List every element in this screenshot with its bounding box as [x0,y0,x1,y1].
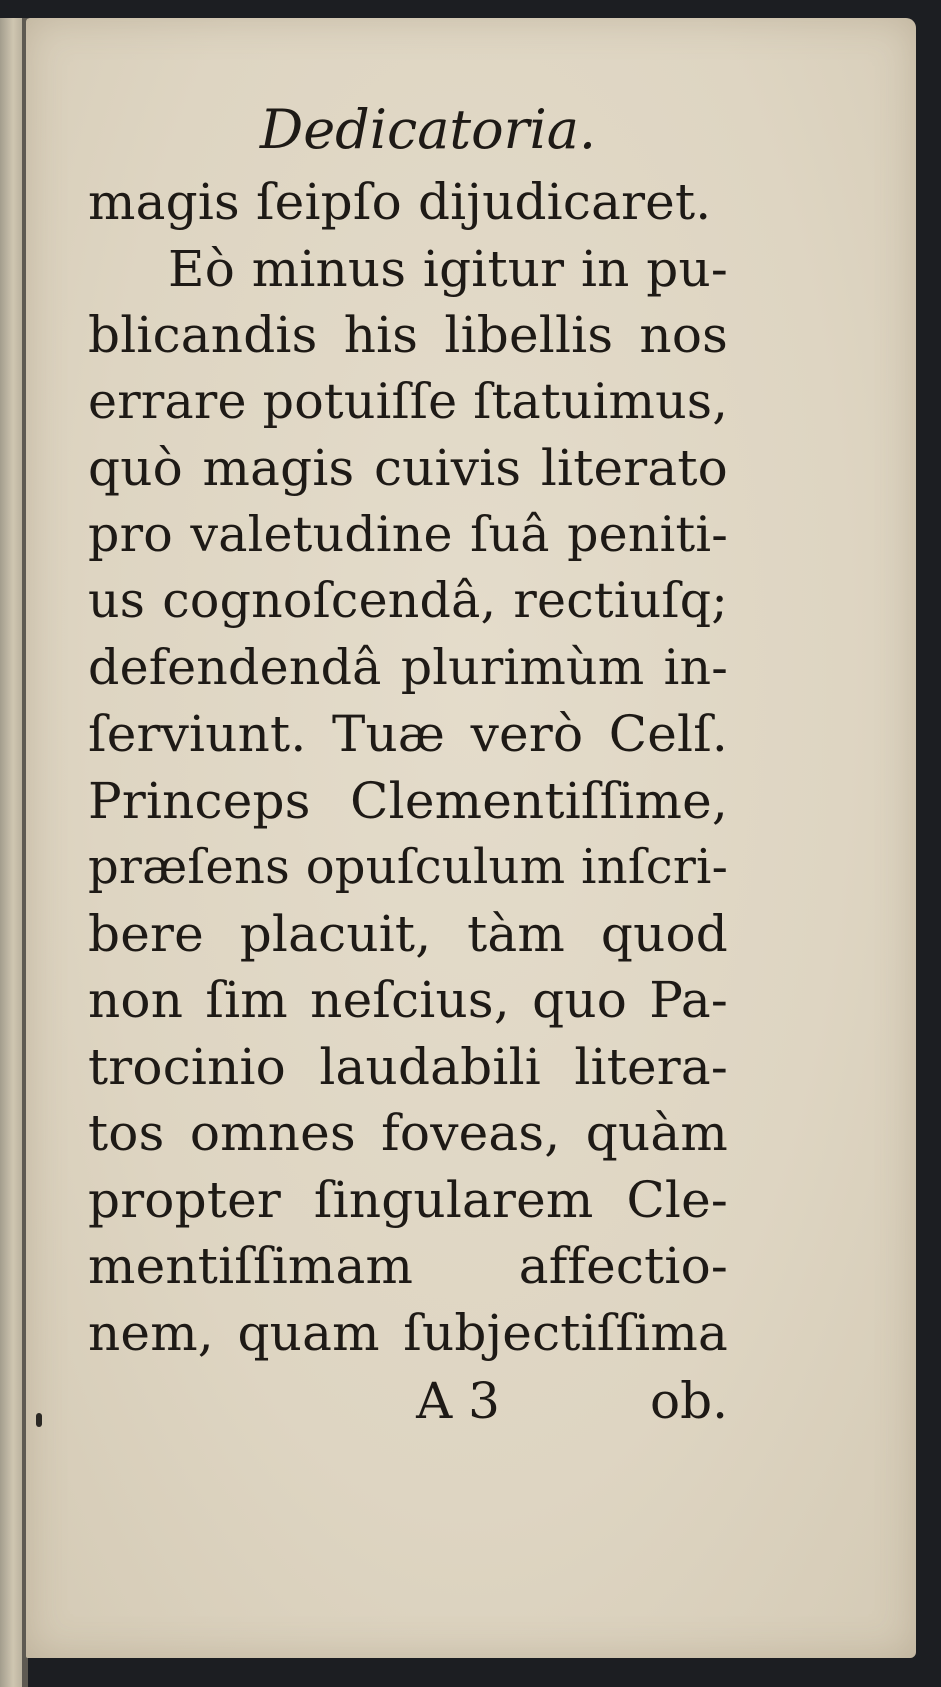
text-line: ſerviunt. Tuæ verò Celſ. [88,705,728,763]
text-line: præſens opuſculum inſcri- [88,839,728,895]
text-line: non ſim neſcius, quo Pa- [88,971,728,1029]
catchword: ob. [649,1372,728,1430]
text-line: errare potuiſſe ſtatuimus, [88,372,728,430]
text-line: pro valetudine ſuâ peniti- [88,505,728,563]
text-line: mentiſſimam affectio- [88,1237,728,1295]
text-line: magis ſeipſo dijudicaret. [88,173,712,231]
text-line: bere placuit, tàm quod [88,904,728,963]
text-line: tos omnes foveas, quàm [88,1104,728,1162]
margin-mark [36,1413,42,1427]
text-line: quò magis cuivis literato [88,439,728,497]
facing-page-edge [0,18,24,1687]
text-line: nem, quam ſubjectiſſima [88,1303,728,1362]
text-line: Eò minus igitur in pu- [168,239,728,298]
page-text-block [88,95,728,1434]
running-head: Dedicatoria. [259,98,597,161]
page-footer-line [88,1368,728,1434]
text-line: trocinio laudabili litera- [88,1037,728,1096]
text-line: blicandis his libellis nos [88,306,728,364]
text-line: defendendâ plurimùm in- [88,638,728,696]
text-line: Princeps Clementiſſime, [88,771,728,830]
text-line: propter ſingularem Cle- [88,1170,728,1229]
signature-mark: A 3 [416,1372,500,1430]
text-line: us cognoſcendâ, rectiuſq; [88,572,728,629]
